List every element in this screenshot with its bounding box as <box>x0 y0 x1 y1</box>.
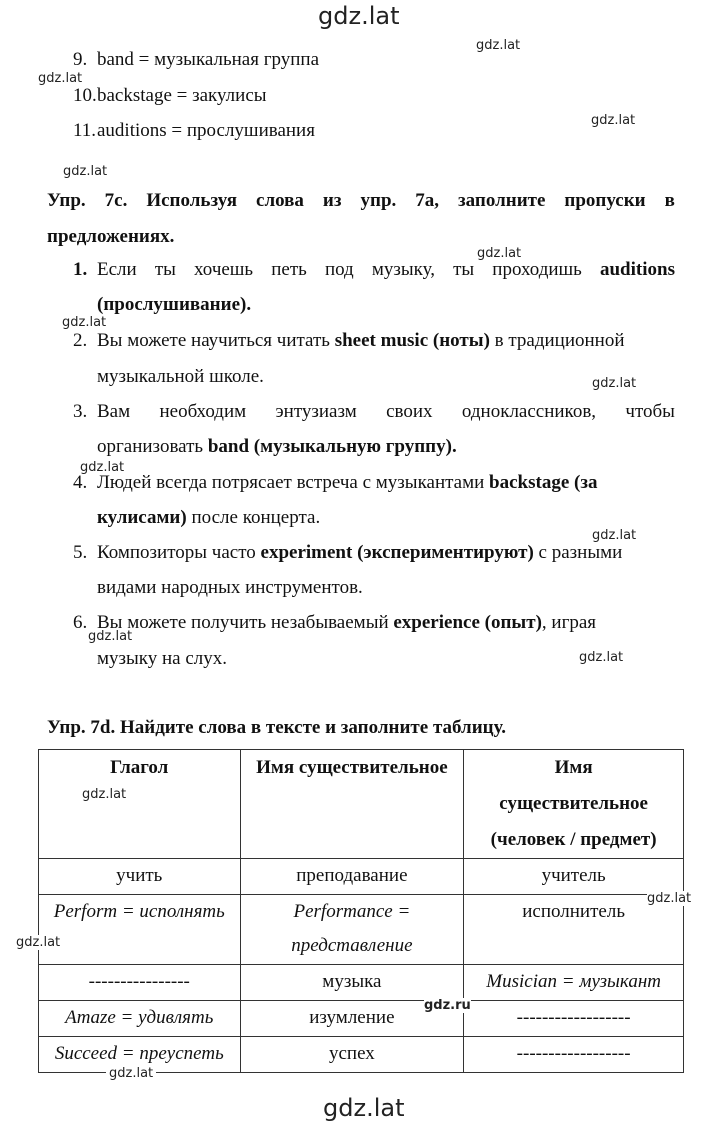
watermark: gdz.lat <box>592 528 637 543</box>
item-number: 3. <box>73 401 88 422</box>
cell-noun: изумление <box>240 1001 464 1037</box>
item-3-line2: организовать band (музыкальную группу). <box>97 436 457 457</box>
watermark: gdz.lat <box>38 71 83 86</box>
watermark: gdz.lat <box>106 1066 156 1081</box>
header-noun: Имя существительное <box>240 750 464 859</box>
item-5-line2: видами народных инструментов. <box>97 577 363 598</box>
item-6-line2: музыку на слух. <box>97 648 228 669</box>
item-number: 1. <box>73 259 88 280</box>
vocab-number: 9. <box>73 49 88 70</box>
item-number: 5. <box>73 542 88 563</box>
watermark: gdz.lat <box>579 650 624 665</box>
cell-person: ------------------ <box>464 1001 684 1037</box>
watermark: gdz.lat <box>477 246 522 261</box>
cell-verb: Perform = исполнять <box>39 895 241 965</box>
watermark: gdz.lat <box>591 113 636 128</box>
watermark: gdz.lat <box>16 935 61 950</box>
table-row <box>39 859 684 895</box>
item-number: 4. <box>73 472 88 493</box>
table-row <box>39 965 684 1001</box>
watermark: gdz.lat <box>62 315 107 330</box>
item-1-line2: (прослушивание). <box>97 294 252 315</box>
exercise-7c-title-line2: предложениях. <box>47 226 175 247</box>
cell-noun: Performance = представление <box>240 895 464 965</box>
cell-verb: ---------------- <box>39 965 241 1001</box>
cell-person: учитель <box>464 859 684 895</box>
table-header-row <box>39 750 684 859</box>
watermark: gdz.lat <box>476 38 521 53</box>
watermark-top: gdz.lat <box>318 2 400 30</box>
header-noun-person: Имя существительное (человек / предмет) <box>464 750 684 859</box>
item-3-line1: Вам необходим энтузиазм своих одноклассников, чтобы <box>97 401 675 422</box>
watermark: gdz.lat <box>592 376 637 391</box>
item-2-line2: музыкальной школе. <box>97 366 264 387</box>
word-table <box>38 749 684 1073</box>
item-4-line1: Людей всегда потрясает встреча с музыкантами backstage (за <box>97 472 598 493</box>
watermark: gdz.lat <box>63 164 108 179</box>
watermark-ru: gdz.ru <box>424 998 471 1013</box>
cell-person: Musician = музыкант <box>464 965 684 1001</box>
vocab-number: 10. <box>73 85 97 106</box>
item-5-line1: Композиторы часто experiment (экспериментируют) с разными <box>97 542 623 563</box>
cell-person: ------------------ <box>464 1037 684 1073</box>
item-number: 2. <box>73 330 88 351</box>
item-6-line1: Вы можете получить незабываемый experience (опыт), играя <box>97 612 597 633</box>
vocab-item: backstage = закулисы <box>97 85 267 106</box>
cell-noun: музыка <box>240 965 464 1001</box>
cell-verb: Amaze = удивлять <box>39 1001 241 1037</box>
item-4-line2: кулисами) после концерта. <box>97 507 321 528</box>
watermark: gdz.lat <box>88 629 133 644</box>
watermark-bottom: gdz.lat <box>323 1094 405 1122</box>
cell-noun: преподавание <box>240 859 464 895</box>
watermark: gdz.lat <box>647 891 692 906</box>
watermark: gdz.lat <box>80 460 125 475</box>
item-2-line1: Вы можете научиться читать sheet music (ноты) в традиционной <box>97 330 625 351</box>
table-row <box>39 895 684 965</box>
cell-verb: Succeed = преуспеть <box>39 1037 241 1073</box>
cell-verb: учить <box>39 859 241 895</box>
cell-noun: успех <box>240 1037 464 1073</box>
header-verb: Глагол <box>39 750 241 859</box>
exercise-7c-title-line1: Упр. 7c. Используя слова из упр. 7a, заполните пропуски в <box>47 190 675 211</box>
item-1-line1: Если ты хочешь петь под музыку, ты проходишь auditions <box>97 259 675 280</box>
cell-person: исполнитель <box>464 895 684 965</box>
table-row <box>39 1001 684 1037</box>
vocab-item: band = музыкальная группа <box>97 49 320 70</box>
watermark: gdz.lat <box>82 787 127 802</box>
vocab-item: auditions = прослушивания <box>97 120 315 141</box>
item-number: 6. <box>73 612 88 633</box>
exercise-7d-title: Упр. 7d. Найдите слова в тексте и заполните таблицу. <box>47 717 506 738</box>
vocab-number: 11. <box>73 120 97 141</box>
